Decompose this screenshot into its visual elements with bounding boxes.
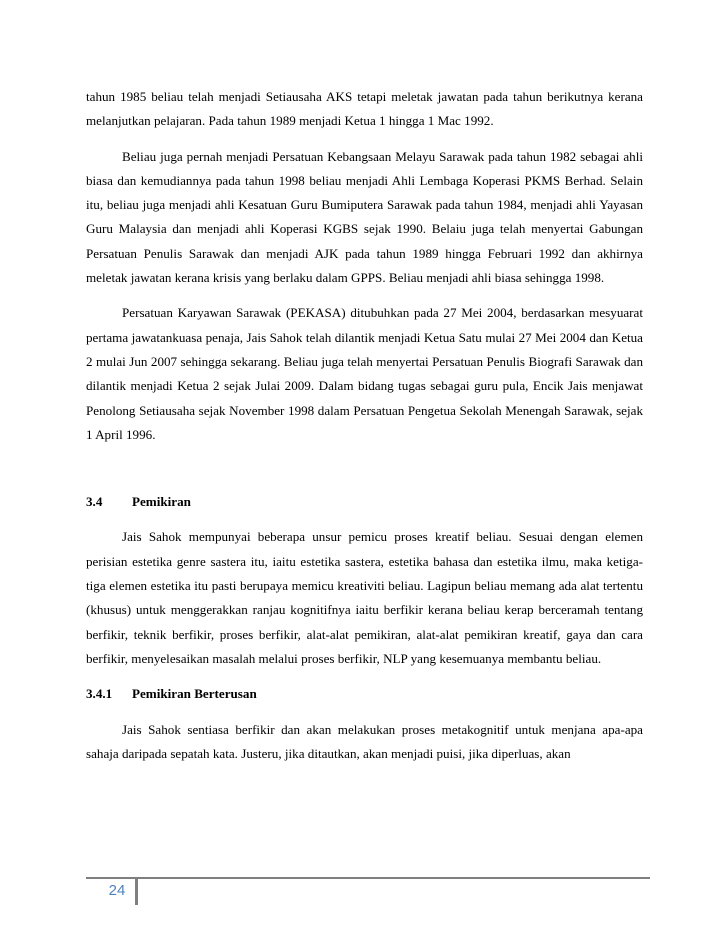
page-body bbox=[86, 85, 643, 766]
section-heading-3-4 bbox=[86, 490, 643, 514]
paragraph-4: Jais Sahok mempunyai beberapa unsur pemicu proses kreatif beliau. Sesuai dengan elemen perisian estetika genre sastera itu, iaitu estetika sastera, estetika bahasa dan estetika ilmu, maka ketiga-tiga elemen estetika itu pasti berupaya memicu kreativiti beliau. Lagipun beliau memang ada alat tertentu (khusus) untuk menggerakkan ranjau kognitifnya iaitu berfikir kerana beliau kerap berceramah tentang berfikir, teknik berfikir, proses berfikir, alat-alat pemikiran, alat-alat pemikiran kreatif, gaya dan cara berfikir, menyelesaikan masalah melalui proses berfikir, NLP yang kesemuanya membantu beliau. bbox=[86, 529, 643, 666]
subsection-number: 3.4.1 bbox=[86, 686, 113, 702]
paragraph-2: Beliau juga pernah menjadi Persatuan Kebangsaan Melayu Sarawak pada tahun 1982 sebagai ahli biasa dan kemudiannya pada tahun 1998 beliau menjadi Ahli Lembaga Koperasi PKMS Berhad. Selain itu, beliau juga menjadi ahli Kesatuan Guru Bumiputera Sarawak pada tahun 1984, menjadi ahli Yayasan Guru Malaysia dan menjadi ahli Koperasi KGBS sejak 1990. Belaiu juga telah menyertai Gabungan Persatuan Penulis Sarawak dan menjadi AJK pada tahun 1989 hingga Februari 1992 dan akhirnya meletak jawatan kerana krisis yang berlaku dalam GPPS. Beliau menjadi ahli biasa sehingga 1998. bbox=[86, 148, 643, 286]
paragraph-1: tahun 1985 beliau telah menjadi Setiausaha AKS tetapi meletak jawatan pada tahun berikutnya kerana melanjutkan pelajaran. Pada tahun 1989 menjadi Ketua 1 hingga 1 Mac 1992. bbox=[86, 89, 643, 129]
section-number: 3.4 bbox=[86, 494, 103, 510]
paragraph-3: Persatuan Karyawan Sarawak (PEKASA) ditubuhkan pada 27 Mei 2004, berdasarkan mesyuarat pertama jawatankuasa penaja, Jais Sahok telah dilantik menjadi Ketua Satu mulai 27 Mei 2004 dan Ketua 2 mulai Jun 2007 sehingga sekarang. Beliau juga telah menyertai Persatuan Penulis Biografi Sarawak dan dilantik menjadi Ketua 2 sejak Julai 2009. Dalam bidang tugas sebagai guru pula, Encik Jais menjawat Penolong Setiausaha sejak November 1998 dalam Persatuan Pengetua Sekolah Menengah Sarawak, sejak 1 April 1996. bbox=[86, 305, 643, 442]
page-number: 24 bbox=[108, 882, 126, 899]
paragraph-5: Jais Sahok sentiasa berfikir dan akan melakukan proses metakognitif untuk menjana apa-apa sahaja daripada sepatah kata. Justeru, jika ditautkan, akan menjadi puisi, jika diperluas, akan bbox=[86, 721, 643, 761]
section-title: Pemikiran bbox=[132, 494, 191, 510]
subsection-title: Pemikiran Berterusan bbox=[132, 686, 257, 702]
footer-divider bbox=[135, 879, 138, 905]
section-heading-3-4-1 bbox=[86, 682, 643, 706]
footer-rule bbox=[86, 877, 650, 879]
